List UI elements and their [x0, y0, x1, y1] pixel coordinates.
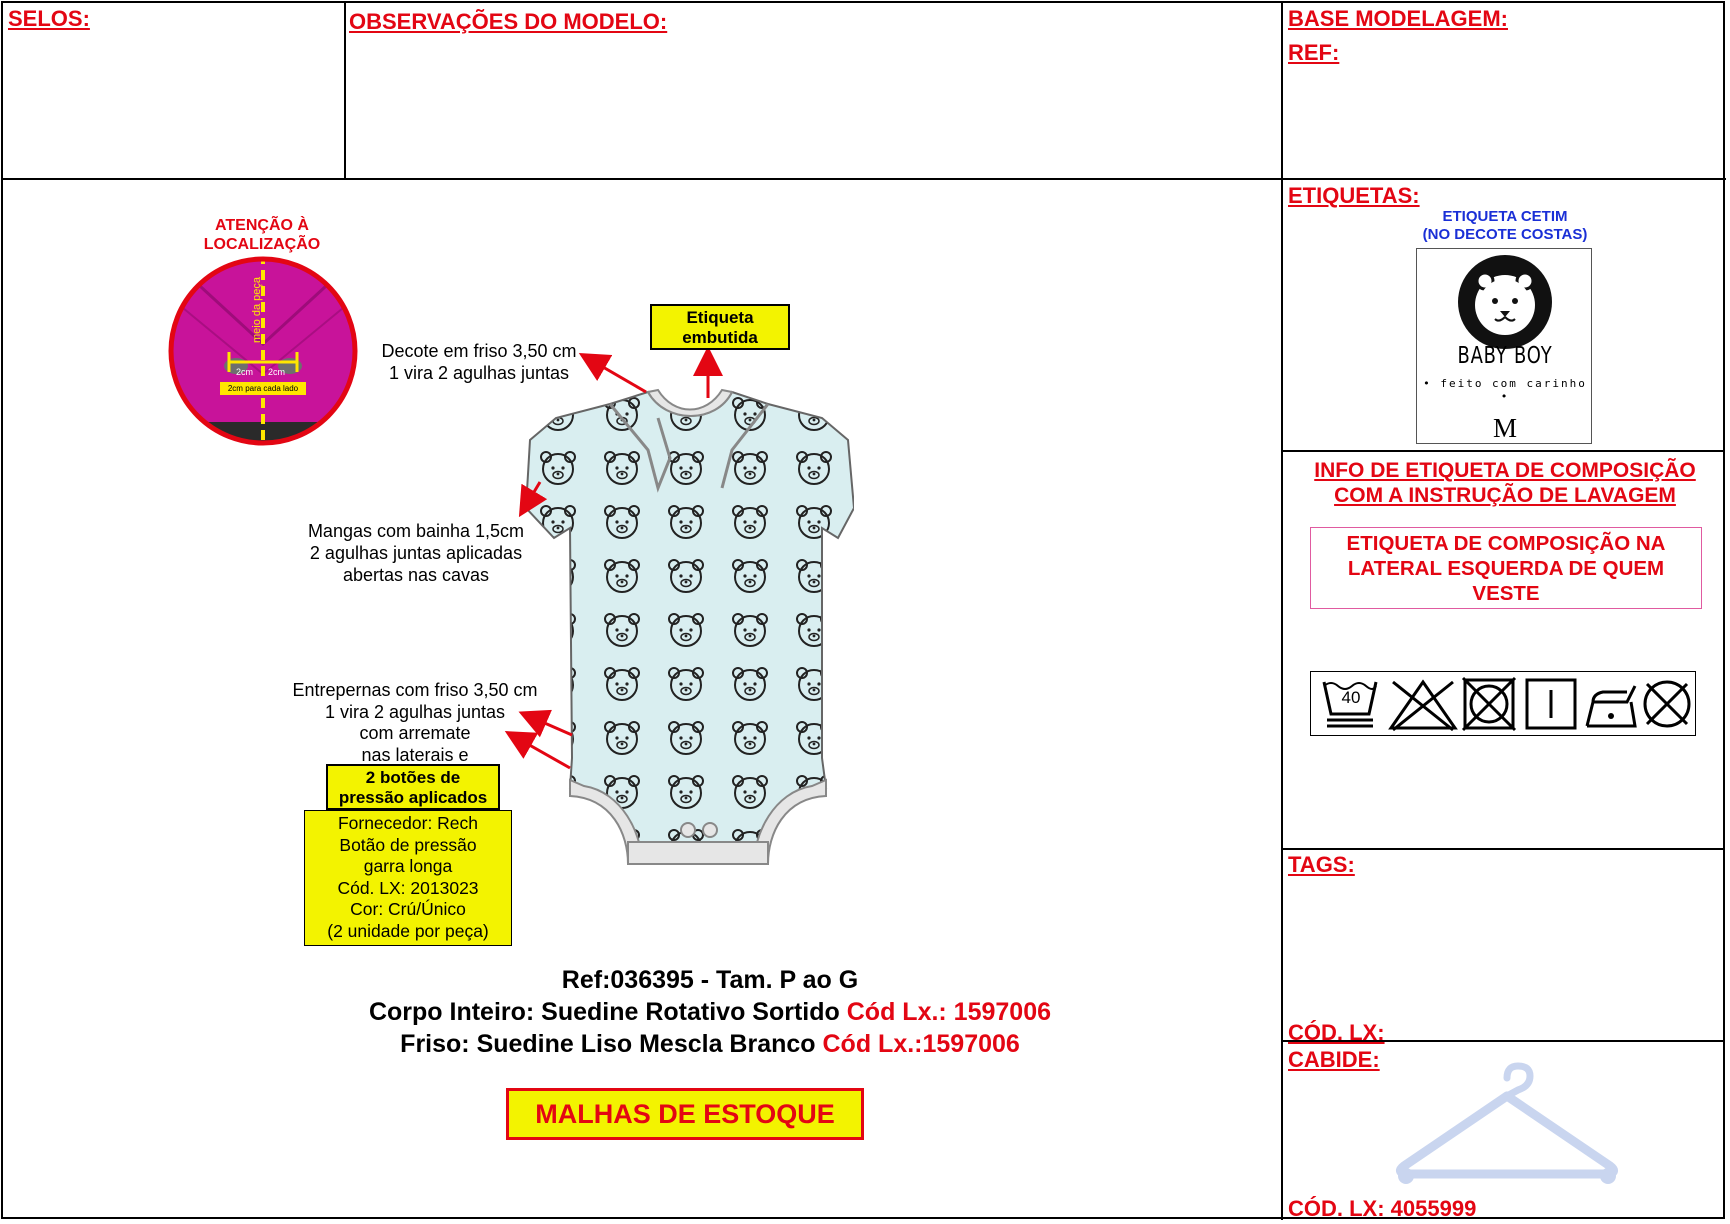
right-measure-label: 2cm — [268, 367, 286, 377]
etiqueta-embutida-line1: Etiqueta — [686, 308, 754, 327]
lion-logo-icon — [1455, 253, 1555, 351]
fornecedor-line2: Botão de pressão — [339, 834, 477, 855]
ref-header: REF: — [1288, 40, 1340, 65]
corpo-line — [260, 996, 1160, 1028]
corpo-code: Cód Lx.: 1597006 — [846, 998, 1052, 1026]
entrepernas-note — [280, 680, 550, 766]
botoes-box — [326, 764, 500, 810]
no-tumble-dry-icon — [1461, 676, 1517, 732]
iron-low-icon — [1583, 676, 1639, 732]
selos-header: SELOS: — [8, 6, 90, 31]
composition-title-line2: COM A INSTRUÇÃO DE LAVAGEM — [1334, 484, 1676, 507]
fornecedor-line3: garra longa — [363, 856, 453, 876]
divider — [1281, 848, 1725, 850]
stock-label-box: MALHAS DE ESTOQUE — [506, 1088, 864, 1140]
line-dry-icon — [1523, 676, 1579, 732]
mangas-note — [296, 520, 536, 586]
mangas-line1: Mangas com bainha 1,5cm — [307, 521, 525, 541]
care-symbols-strip — [1310, 671, 1696, 736]
fornecedor-line4: Cód. LX: 2013023 — [337, 877, 479, 898]
meio-da-peca-label: meio da peça — [251, 276, 263, 344]
friso-line — [260, 1028, 1160, 1060]
attention-title-line2: LOCALIZAÇÃO — [203, 236, 321, 253]
mangas-line3: abertas nas cavas — [342, 565, 490, 585]
fornecedor-line6: (2 unidade por peça) — [327, 920, 489, 941]
entrepernas-line3: com arremate — [359, 723, 471, 743]
left-measure-label: 2cm — [236, 367, 254, 377]
hanger-icon — [1394, 1062, 1620, 1186]
etiqueta-embutida-line2: embutida — [682, 328, 758, 347]
observacoes-header: OBSERVAÇÕES DO MODELO: — [349, 9, 668, 34]
composition-box-line2: LATERAL ESQUERDA DE QUEM — [1347, 557, 1665, 580]
etiqueta-cetim-line2: (NO DECOTE COSTAS) — [1422, 226, 1588, 243]
wash-temp-label: 40 — [1341, 688, 1361, 707]
decote-note — [372, 340, 586, 384]
etiqueta-embutida-box — [650, 304, 790, 350]
botoes-line1: 2 botões de — [365, 768, 461, 787]
entrepernas-line4: nas laterais e — [361, 744, 469, 765]
brand-name: BABY BOY — [1457, 343, 1553, 369]
tags-header: TAGS: — [1288, 852, 1355, 877]
product-ref-line: Ref:036395 - Tam. P ao G — [561, 966, 859, 994]
cod-lx-tags: CÓD. LX: — [1288, 1020, 1385, 1045]
mangas-line2: 2 agulhas juntas aplicadas — [309, 543, 523, 563]
decote-line2: 1 vira 2 agulhas juntas — [388, 363, 570, 383]
composition-title-line1: INFO DE ETIQUETA DE COMPOSIÇÃO — [1314, 459, 1696, 482]
cod-lx-cabide: CÓD. LX: 4055999 — [1288, 1196, 1477, 1221]
entrepernas-line1: Entrepernas com friso 3,50 cm — [292, 680, 538, 700]
friso-code: Cód Lx.:1597006 — [822, 1030, 1020, 1058]
side-note-label: 2cm para cada lado — [227, 384, 299, 393]
friso-text: Friso: Suedine Liso Mescla Branco — [400, 1030, 823, 1058]
decote-line1: Decote em friso 3,50 cm — [381, 341, 577, 361]
product-info — [260, 964, 1160, 1060]
divider — [1281, 2, 1283, 1220]
base-modelagem-header: BASE MODELAGEM: — [1288, 6, 1508, 31]
composition-box-line3: VESTE — [1472, 582, 1540, 605]
composition-box-line1: ETIQUETA DE COMPOSIÇÃO NA — [1346, 532, 1666, 555]
fornecedor-box — [304, 810, 512, 946]
corpo-text: Corpo Inteiro: Suedine Rotativo Sortido — [368, 998, 847, 1026]
etiqueta-cetim-title — [1390, 208, 1620, 244]
etiquetas-header: ETIQUETAS: — [1288, 183, 1420, 208]
no-dry-clean-icon — [1639, 676, 1695, 732]
composition-title — [1286, 458, 1724, 508]
composition-box — [1310, 527, 1702, 609]
divider — [1281, 450, 1725, 452]
brand-label — [1416, 248, 1592, 444]
attention-title-line1: ATENÇÃO À — [215, 217, 309, 234]
botoes-line2: pressão aplicados — [338, 788, 488, 807]
no-bleach-icon — [1387, 676, 1459, 732]
cabide-header: CABIDE: — [1288, 1047, 1380, 1072]
entrepernas-line2: 1 vira 2 agulhas juntas — [324, 701, 506, 722]
brand-tagline: • feito com carinho • — [1423, 377, 1587, 403]
fornecedor-line1: Fornecedor: Rech — [337, 813, 479, 833]
etiqueta-cetim-line1: ETIQUETA CETIM — [1442, 208, 1568, 225]
size-label: M — [1492, 413, 1517, 443]
fornecedor-line5: Cor: Crú/Único — [350, 899, 466, 919]
